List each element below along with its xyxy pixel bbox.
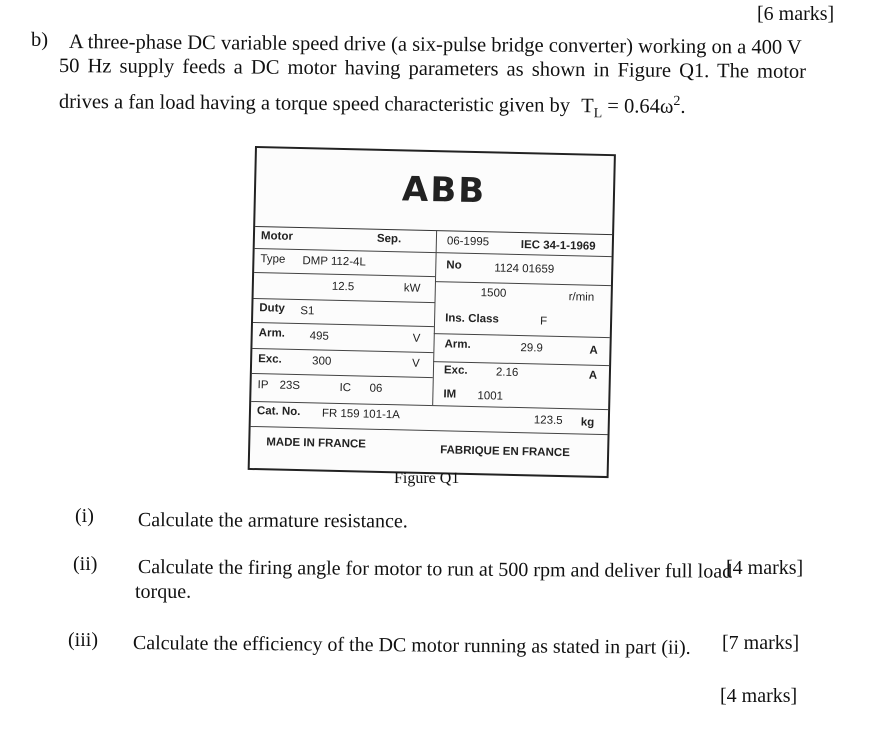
fabrique-en-france: FABRIQUE EN FRANCE — [440, 444, 570, 460]
formula-eq: = 0.64ω — [602, 95, 674, 118]
type-value: DMP 112-4L — [302, 255, 367, 269]
speed-unit: r/min — [568, 291, 595, 304]
plate-row-line — [252, 373, 433, 378]
type-label: Type — [260, 253, 286, 266]
marks-top: [6 marks] — [757, 3, 835, 25]
intro-line-2: 50 Hz supply feeds a DC motor having parameters as shown in Figure Q1. The motor — [58, 54, 807, 83]
question-3-text: Calculate the efficiency of the DC motor running as stated in part (ii). — [132, 632, 691, 659]
power-unit: kW — [403, 282, 421, 295]
made-in-france: MADE IN FRANCE — [266, 436, 367, 451]
plate-row-line — [434, 333, 610, 338]
plate-row-line — [251, 426, 608, 435]
formula-T: T — [581, 94, 594, 118]
question-2-number: (ii) — [73, 553, 98, 575]
formula-end: . — [680, 95, 686, 118]
exc-voltage-value: 300 — [311, 355, 332, 368]
power-value: 12.5 — [331, 280, 355, 294]
motor-value: Sep. — [376, 232, 402, 246]
plate-row-line — [252, 348, 433, 353]
marks-q3: [4 marks] — [720, 685, 798, 707]
im-value: 1001 — [477, 390, 504, 403]
ic-label: IC — [339, 381, 352, 395]
duty-value: S1 — [300, 305, 315, 318]
plate-row-line — [435, 281, 611, 286]
plate-header — [255, 148, 614, 235]
arm-current-unit: A — [589, 344, 598, 357]
marks-q1: [4 marks] — [726, 557, 804, 579]
ins-class-value: F — [539, 315, 548, 328]
date-value: 06-1995 — [446, 235, 490, 249]
speed-value: 1500 — [480, 287, 507, 300]
no-label: No — [446, 259, 462, 272]
exc-label: Exc. — [258, 353, 282, 366]
plate-divider — [432, 230, 437, 405]
question-1-number: (i) — [75, 505, 94, 527]
mass-value: 123.5 — [533, 414, 563, 428]
question-3-number: (iii) — [68, 629, 98, 651]
intro-line-1: A three-phase DC variable speed drive (a six-pulse bridge converter) working on a 400 V — [68, 30, 802, 59]
cat-no-value: FR 159 101-1A — [321, 407, 401, 422]
intro-line-3 — [59, 84, 686, 128]
arm-current-value: 29.9 — [520, 342, 544, 355]
ip-value: 23S — [279, 379, 301, 393]
torque-formula — [581, 93, 686, 122]
question-1-text: Calculate the armature resistance. — [137, 509, 408, 533]
arm-voltage-value: 495 — [309, 330, 330, 343]
abb-logo: ABB — [401, 169, 487, 212]
no-value: 1124 01659 — [494, 262, 555, 276]
exc-current-unit: A — [588, 369, 598, 382]
ins-class-label: Ins. Class — [445, 312, 499, 326]
marks-q2: [7 marks] — [722, 632, 800, 654]
intro-line-3-text: drives a fan load having a torque speed characteristic given by — [58, 90, 571, 117]
im-label: IM — [443, 388, 457, 401]
arm-label: Arm. — [258, 327, 286, 340]
cat-no-label: Cat. No. — [256, 405, 301, 419]
arm-voltage-unit: V — [412, 332, 421, 345]
ip-label: IP — [257, 379, 269, 392]
motor-rating-plate — [248, 146, 616, 478]
ic-value: 06 — [369, 382, 383, 395]
iec-standard: IEC 34-1-1969 — [520, 239, 596, 253]
motor-label: Motor — [260, 230, 294, 243]
exc-current-value: 2.16 — [495, 366, 519, 380]
formula-sub: L — [593, 106, 603, 122]
exc-current-label: Exc. — [443, 364, 468, 377]
plate-row-line — [251, 401, 608, 410]
plate-row-line — [254, 272, 435, 277]
exc-voltage-unit: V — [411, 357, 420, 370]
question-2-line-2: torque. — [135, 581, 192, 603]
question-2-line-1: Calculate the firing angle for motor to run at 500 rpm and deliver full load — [137, 556, 733, 583]
arm-current-label: Arm. — [444, 338, 471, 351]
figure-caption: Figure Q1 — [394, 470, 460, 487]
formula-sup: 2 — [673, 93, 681, 109]
part-label: b) — [31, 29, 49, 51]
mass-unit: kg — [580, 416, 595, 429]
plate-row-line — [253, 322, 434, 327]
duty-label: Duty — [259, 302, 286, 315]
